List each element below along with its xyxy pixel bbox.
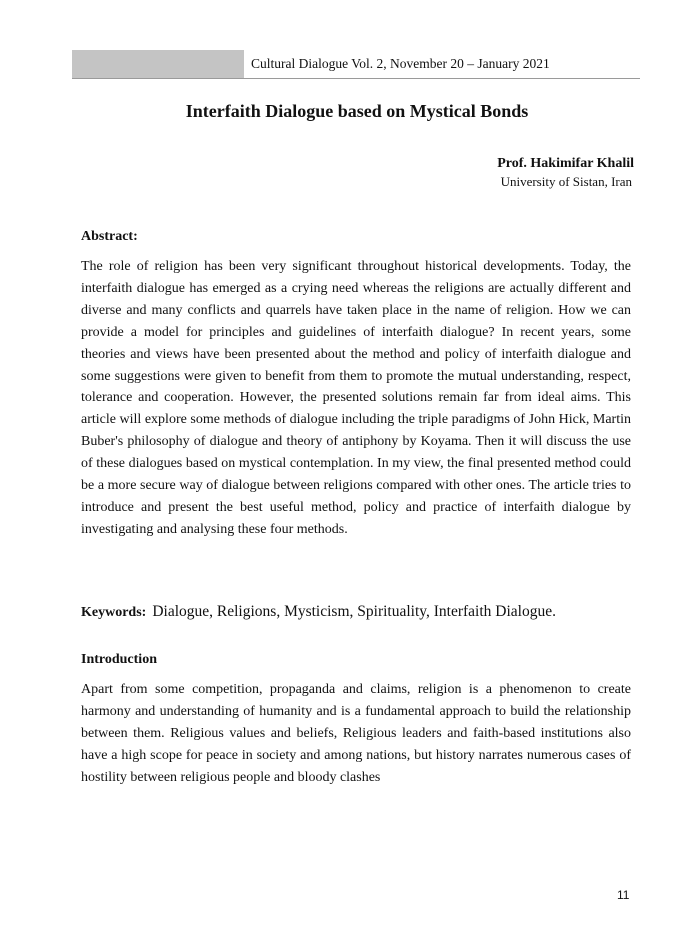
author-name: Prof. Hakimifar Khalil xyxy=(497,156,634,171)
abstract-heading: Abstract: xyxy=(81,229,138,244)
keywords-text: Dialogue, Religions, Mysticism, Spirituality, Interfaith Dialogue. xyxy=(152,603,556,620)
keywords-label: Keywords: xyxy=(81,605,147,620)
introduction-heading: Introduction xyxy=(81,652,157,667)
page-number: 11 xyxy=(617,888,630,902)
article-title: Interfaith Dialogue based on Mystical Bonds xyxy=(185,101,529,121)
introduction-text: Apart from some competition, propaganda and claims, religion is a phenomenon to create harmony and understanding of humanity and is a fundamental approach to build the relationship between them. Religious values and beliefs, Religious leaders and faith-based institutions also have a high scope for peace in society and among nations, but history narrates numerous cases of hostility between religious people and bloody clashes xyxy=(81,682,631,785)
author-affiliation: University of Sistan, Iran xyxy=(500,174,632,189)
abstract-text: The role of religion has been very significant throughout historical developments. Today, the interfaith dialogue has emerged as a crying need whereas the religions are actually different and diverse and many conflicts and quarrels have taken place in the name of religion. How we can provide a model for principles and guidelines of interfaith dialogue? In recent years, some theories and views have been presented about the method and policy of interfaith dialogue and some suggestions were given to benefit from them to promote the mutual understanding, respect, tolerance and cooperation. However, the presented solutions remain far from ideal aims. This article will explore some methods of dialogue including the triple paradigms of John Hick, Martin Buber's philosophy of dialogue and theory of antiphony by Koyama. Then it will discuss the use of these dialogues based on mystical contemplation. In my view, the final presented method could be a more secure way of dialogue between religions compared with other ones. The article tries to introduce and present the best useful method, policy and practice of interfaith dialogue by investigating and analysing these four methods. xyxy=(81,259,631,537)
keywords xyxy=(81,603,556,621)
header-rule xyxy=(72,78,640,79)
running-header: Cultural Dialogue Vol. 2, November 20 – January 2021 xyxy=(251,56,550,71)
header-band xyxy=(72,50,244,78)
